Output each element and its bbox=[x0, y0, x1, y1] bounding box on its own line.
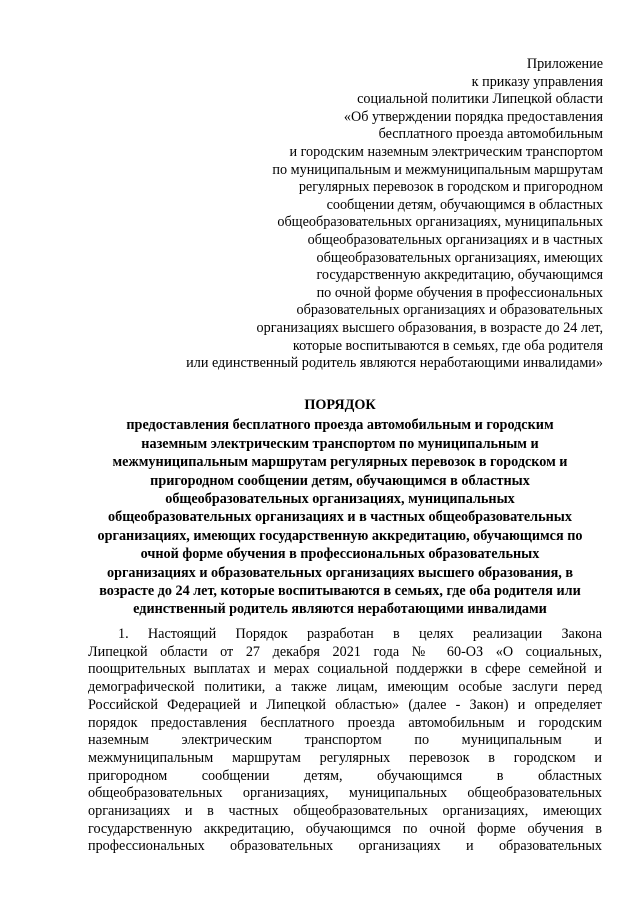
appendix-line: к приказу управления bbox=[471, 73, 603, 90]
title-line: общеобразовательных организациях, муниципальных bbox=[165, 491, 515, 508]
appendix-line: общеобразовательных организациях, имеющих bbox=[316, 249, 603, 266]
document-title bbox=[90, 396, 590, 619]
title-line: организациях и образовательных организациях высшего образования, в bbox=[106, 564, 574, 581]
paragraph-line: демографической политики, а также лицам, имеющим особые заслуги перед bbox=[88, 679, 602, 696]
appendix-line: регулярных перевозок в городском и пригородном bbox=[298, 179, 603, 196]
appendix-line: или единственный родитель являются неработающими инвалидами» bbox=[186, 355, 603, 372]
appendix-line: сообщении детям, обучающимся в областных bbox=[326, 196, 603, 213]
title-line: единственный родитель являются неработающими инвалидами bbox=[133, 601, 547, 618]
paragraph-line: поощрительных выплатах и мерах социальной поддержки в сфере семейной и bbox=[88, 661, 602, 678]
title-line: очной форме обучения в профессиональных образовательных bbox=[140, 546, 540, 563]
appendix-line: общеобразовательных организациях, муниципальных bbox=[277, 214, 603, 231]
appendix-line: государственную аккредитацию, обучающимся bbox=[316, 267, 603, 284]
appendix-line: общеобразовательных организациях и в частных bbox=[307, 231, 603, 248]
paragraph-line: межмуниципальным маршрутам регулярных перевозок в городском и bbox=[88, 749, 602, 766]
body-paragraph bbox=[88, 626, 602, 856]
paragraph-line: государственную аккредитацию, обучающимся по очной форме обучения в bbox=[88, 820, 602, 837]
appendix-line: по очной форме обучения в профессиональных bbox=[316, 284, 603, 301]
appendix-line: и городским наземным электрическим транспортом bbox=[289, 143, 603, 160]
appendix-line: социальной политики Липецкой области bbox=[357, 91, 603, 108]
paragraph-line: организациях и в частных общеобразовательных организациях, имеющих bbox=[88, 803, 602, 820]
title-line: общеобразовательных организациях и в частных общеобразовательных bbox=[108, 509, 572, 526]
paragraph-line: Липецкой области от 27 декабря 2021 года № 60-ОЗ «О социальных, bbox=[88, 643, 602, 660]
appendix-line: организациях высшего образования, в возрасте до 24 лет, bbox=[256, 319, 603, 336]
appendix-line: по муниципальным и межмуниципальным маршрутам bbox=[272, 161, 603, 178]
appendix-line: Приложение bbox=[526, 56, 603, 72]
title-heading: ПОРЯДОК bbox=[304, 397, 376, 413]
title-line: организациях, имеющих государственную аккредитацию, обучающимся по bbox=[97, 527, 583, 544]
paragraph-line: общеобразовательных организациях, муниципальных общеобразовательных bbox=[88, 785, 602, 802]
appendix-line: «Об утверждении порядка предоставления bbox=[343, 108, 603, 125]
paragraph-line: пригородном сообщении детям, обучающимся в областных bbox=[88, 767, 602, 784]
appendix-line: бесплатного проезда автомобильным bbox=[378, 126, 603, 143]
title-line: возрасте до 24 лет, которые воспитываются в семьях, где оба родителя или bbox=[99, 583, 581, 600]
title-line: пригородном сообщении детям, обучающимся в областных bbox=[150, 472, 530, 489]
appendix-header bbox=[123, 56, 603, 373]
paragraph-line: 1. Настоящий Порядок разработан в целях реализации Закона bbox=[118, 626, 602, 642]
appendix-line: которые воспитываются в семьях, где оба родителя bbox=[292, 337, 603, 354]
title-line: предоставления бесплатного проезда автомобильным и городским bbox=[126, 417, 554, 434]
paragraph-line: порядок предоставления бесплатного проезда автомобильным и городским bbox=[88, 714, 602, 731]
paragraph-line: Российской Федерацией и Липецкой областью» (далее - Закон) и определяет bbox=[88, 696, 602, 713]
appendix-line: образовательных организациях и образовательных bbox=[296, 302, 603, 319]
paragraph-line: наземным электрическим транспортом по муниципальным и bbox=[88, 732, 602, 749]
paragraph-line: профессиональных образовательных организациях и образовательных bbox=[88, 838, 602, 855]
title-line: межмуниципальным маршрутам регулярных перевозок в городском и bbox=[112, 454, 568, 471]
title-line: наземным электрическим транспортом по муниципальным и bbox=[141, 435, 539, 452]
